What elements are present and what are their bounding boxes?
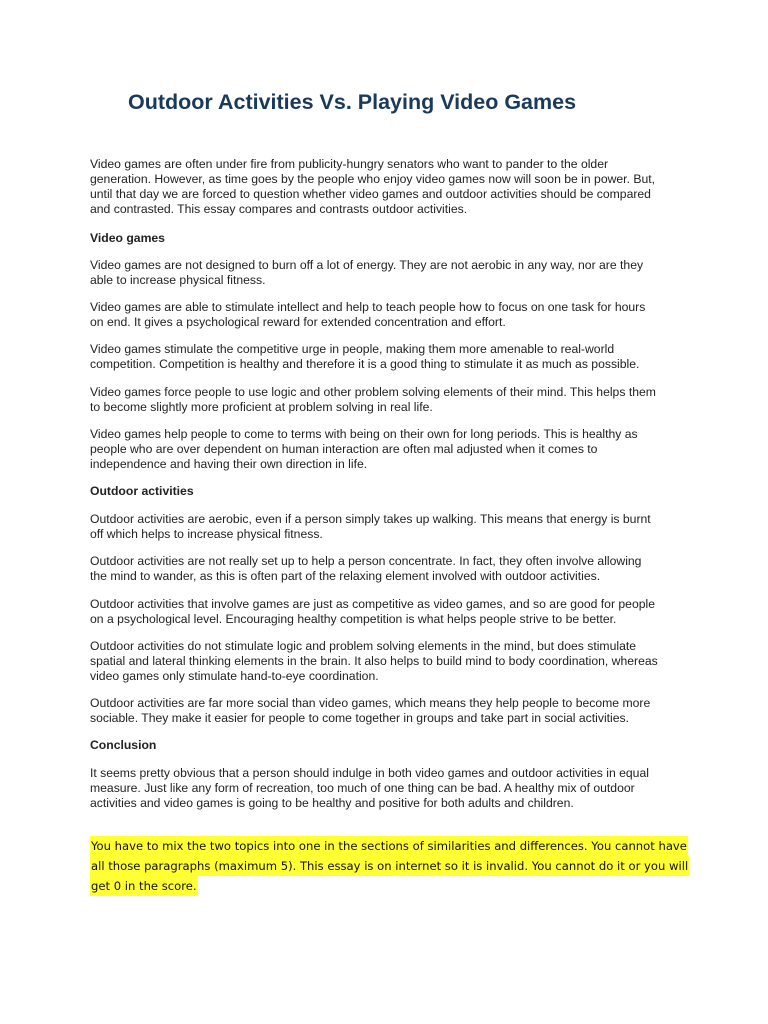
paragraph (90, 427, 690, 472)
text-line: and contrasted. This essay compares and contrasts outdoor activities. (90, 202, 468, 216)
paragraph (90, 300, 690, 330)
paragraph (90, 342, 690, 372)
text-line: Video games stimulate the competitive urge in people, making them more amenable to real-world (90, 342, 615, 356)
text-line: activities and video games is going to be healthy and positive for both adults and children. (90, 796, 574, 810)
paragraph (90, 512, 690, 542)
teacher-note-highlight (90, 836, 689, 896)
text-line: Outdoor activities are aerobic, even if a person simply takes up walking. This means that energy is burnt (90, 512, 651, 526)
text-line: sociable. They make it easier for people to come together in groups and take part in social activities. (90, 711, 630, 725)
highlighted-text-line: get 0 in the score. (90, 876, 198, 896)
text-line: on a psychological level. Encouraging healthy competition is what helps people strive to be better. (90, 612, 617, 626)
paragraph (90, 597, 690, 627)
text-line: Outdoor activities do not stimulate logic and problem solving elements in the mind, but does stimulate (90, 639, 637, 653)
text-line: Video games are often under fire from publicity-hungry senators who want to pander to the older (90, 157, 609, 171)
text-line: Outdoor activities are not really set up to help a person concentrate. In fact, they often involve allowing (90, 554, 642, 568)
section-heading-outdoor-activities: Outdoor activities (90, 484, 194, 498)
paragraph (90, 554, 690, 584)
paragraph (90, 766, 690, 811)
text-line: spatial and lateral thinking elements in the brain. It also helps to build mind to body coordination, whereas (90, 654, 658, 668)
text-line: Outdoor activities that involve games are just as competitive as video games, and so are good for people (90, 597, 655, 611)
paragraph (90, 696, 690, 726)
text-line: generation. However, as time goes by the people who enjoy video games now will soon be in power. But, (90, 172, 656, 186)
paragraph (90, 258, 690, 288)
text-line: It seems pretty obvious that a person should indulge in both video games and outdoor activities in equal (90, 766, 649, 780)
highlighted-text-line: You have to mix the two topics into one in the sections of similarities and differences. You cannot have (90, 836, 688, 856)
highlighted-text-line: all those paragraphs (maximum 5). This essay is on internet so it is invalid. You cannot do it or you will (90, 856, 689, 876)
page-title: Outdoor Activities Vs. Playing Video Games (128, 90, 577, 114)
text-line: able to increase physical fitness. (90, 273, 266, 287)
text-line: people who are over dependent on human interaction are often mal adjusted when it comes to (90, 442, 598, 456)
text-line: Video games force people to use logic and other problem solving elements of their mind. This helps them (90, 385, 656, 399)
paragraph (90, 385, 690, 415)
text-line: Video games are able to stimulate intellect and help to teach people how to focus on one task for hours (90, 300, 646, 314)
text-line: Video games help people to come to terms with being on their own for long periods. This is healthy as (90, 427, 638, 441)
text-line: video games only stimulate hand-to-eye coordination. (90, 669, 379, 683)
text-line: competition. Competition is healthy and therefore it is a good thing to stimulate it as much as possible. (90, 357, 640, 371)
text-line: Outdoor activities are far more social than video games, which means they help people to become more (90, 696, 651, 710)
text-line: the mind to wander, as this is often part of the relaxing element involved with outdoor activities. (90, 569, 601, 583)
intro-paragraph (90, 157, 690, 217)
text-line: off which helps to increase physical fitness. (90, 527, 323, 541)
section-heading-video-games: Video games (90, 231, 165, 245)
text-line: independence and having their own direction in life. (90, 457, 368, 471)
section-heading-conclusion: Conclusion (90, 738, 157, 752)
text-line: until that day we are forced to question whether video games and outdoor activities should be compared (90, 187, 651, 201)
text-line: on end. It gives a psychological reward for extended concentration and effort. (90, 315, 506, 329)
text-line: to become slightly more proficient at problem solving in real life. (90, 400, 433, 414)
paragraph (90, 639, 690, 684)
text-line: measure. Just like any form of recreation, too much of one thing can be bad. A healthy mix of outdoor (90, 781, 635, 795)
text-line: Video games are not designed to burn off a lot of energy. They are not aerobic in any way, nor are they (90, 258, 644, 272)
